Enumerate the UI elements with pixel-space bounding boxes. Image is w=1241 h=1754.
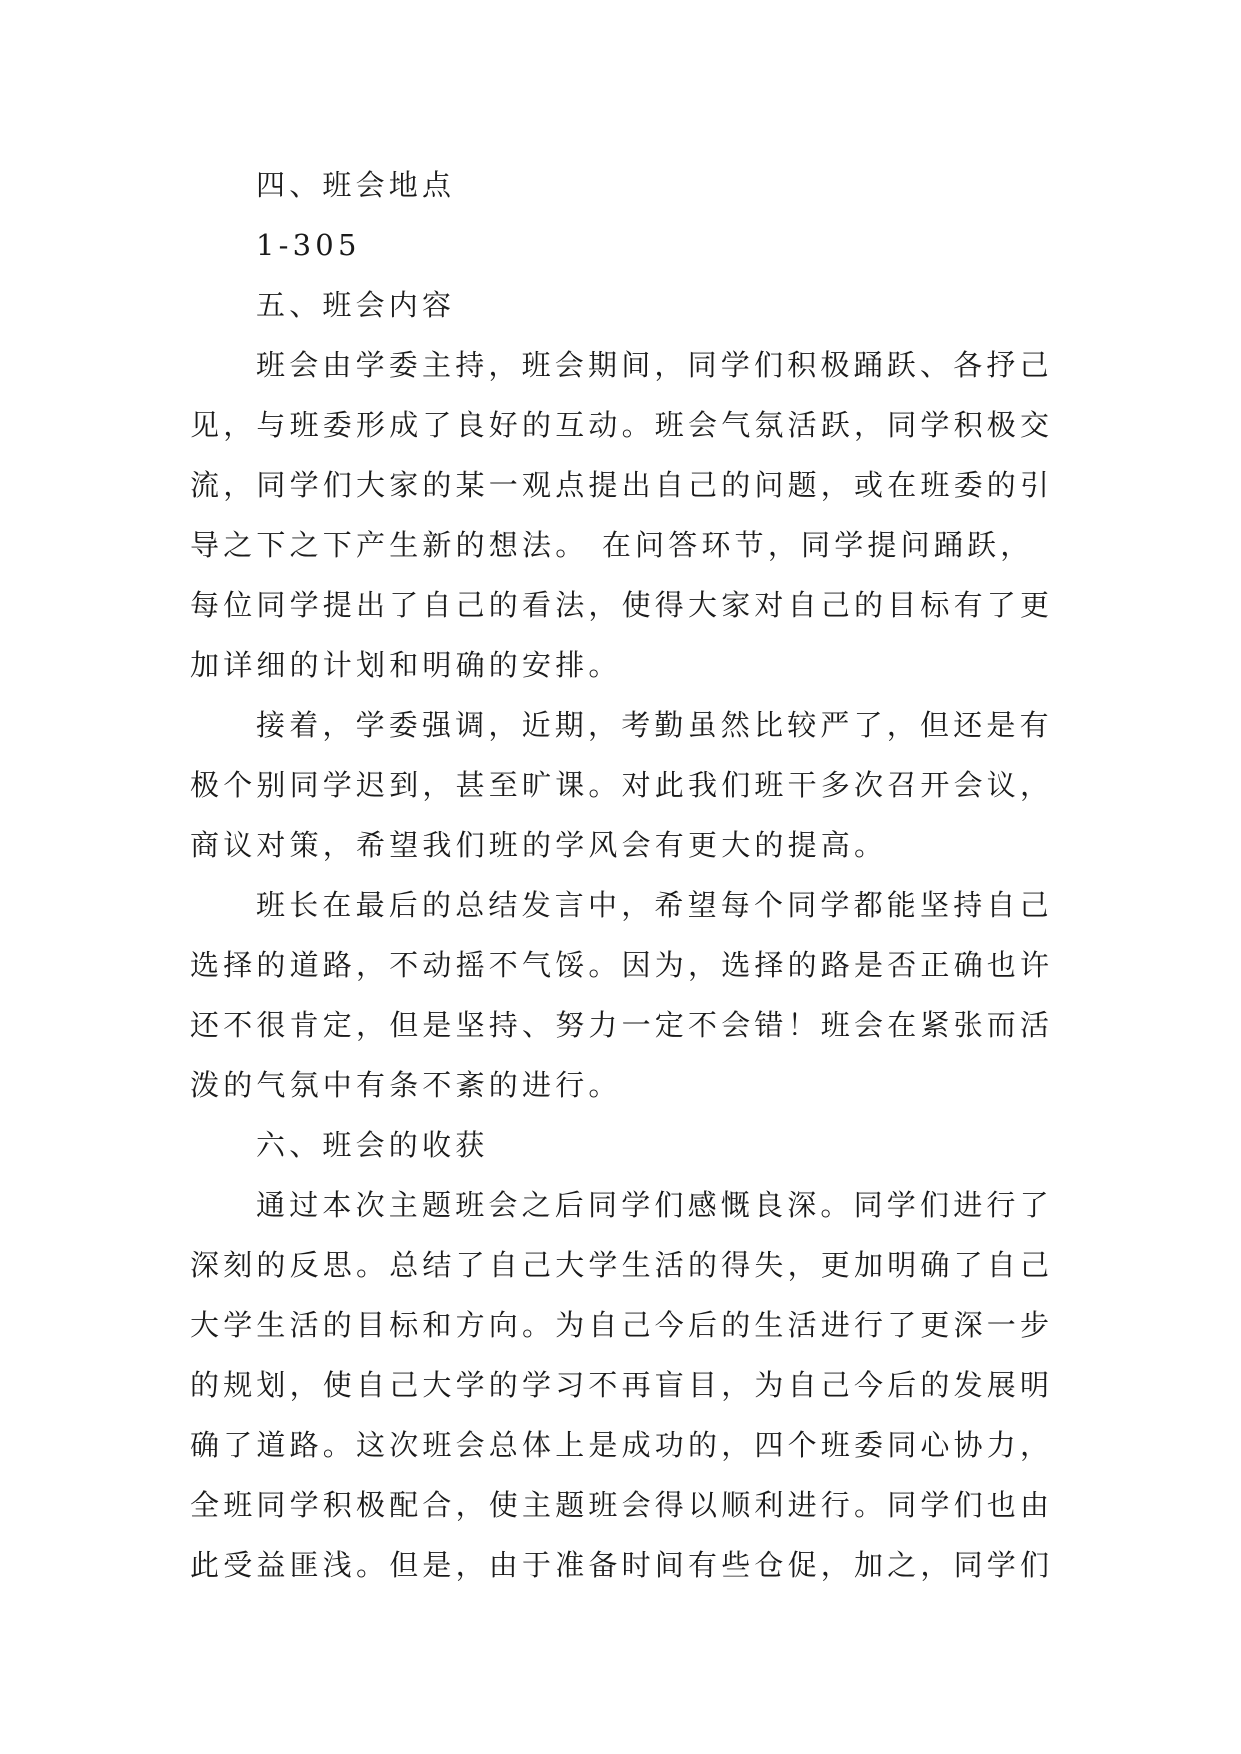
heading-line: 四、班会地点 [256,168,456,202]
paragraph-line: 导之下之下产生新的想法。 在问答环节，同学提问踊跃， [190,528,1034,562]
paragraph-line: 通过本次主题班会之后同学们感慨良深。同学们进行了 [256,1188,1053,1222]
paragraph-line: 的规划，使自己大学的学习不再盲目，为自己今后的发展明 [190,1368,1054,1402]
document-body [190,155,1052,1595]
heading-line: 六、班会的收获 [256,1128,489,1162]
section-heading-content [190,275,1052,335]
paragraph-line: 流，同学们大家的某一观点提出自己的问题，或在班委的引 [190,468,1054,502]
paragraph-line: 每位同学提出了自己的看法，使得大家对自己的目标有了更 [190,588,1054,622]
paragraph-line: 接着，学委强调，近期，考勤虽然比较严了，但还是有 [256,708,1053,742]
text-line: 1-305 [256,228,361,262]
paragraph-line: 选择的道路，不动摇不气馁。因为，选择的路是否正确也许 [190,948,1054,982]
paragraph-outcomes [190,1175,1052,1595]
paragraph-line: 大学生活的目标和方向。为自己今后的生活进行了更深一步 [190,1308,1054,1342]
paragraph-line: 班会由学委主持，班会期间，同学们积极踊跃、各抒己 [256,348,1053,382]
section-heading-outcomes [190,1115,1052,1175]
paragraph-line: 班长在最后的总结发言中，希望每个同学都能坚持自己 [256,888,1053,922]
paragraph-line: 此受益匪浅。但是，由于准备时间有些仓促，加之，同学们 [190,1548,1054,1582]
section-heading-location [190,155,1052,215]
paragraph-content-2 [190,695,1052,875]
paragraph-line: 深刻的反思。总结了自己大学生活的得失，更加明确了自己 [190,1248,1054,1282]
paragraph-line: 极个别同学迟到，甚至旷课。对此我们班干多次召开会议， [190,768,1054,802]
paragraph-content-1 [190,335,1052,695]
paragraph-line: 加详细的计划和明确的安排。 [190,648,622,682]
paragraph-line: 还不很肯定，但是坚持、努力一定不会错！班会在紧张而活 [190,1008,1054,1042]
paragraph-line: 见，与班委形成了良好的互动。班会气氛活跃，同学积极交 [190,408,1054,442]
paragraph-line: 全班同学积极配合，使主题班会得以顺利进行。同学们也由 [190,1488,1054,1522]
paragraph-line: 确了道路。这次班会总体上是成功的，四个班委同心协力， [190,1428,1054,1462]
location-value [190,215,1052,275]
paragraph-line: 商议对策，希望我们班的学风会有更大的提高。 [190,828,888,862]
paragraph-content-3 [190,875,1052,1115]
heading-line: 五、班会内容 [256,288,456,322]
paragraph-line: 泼的气氛中有条不紊的进行。 [190,1068,622,1102]
